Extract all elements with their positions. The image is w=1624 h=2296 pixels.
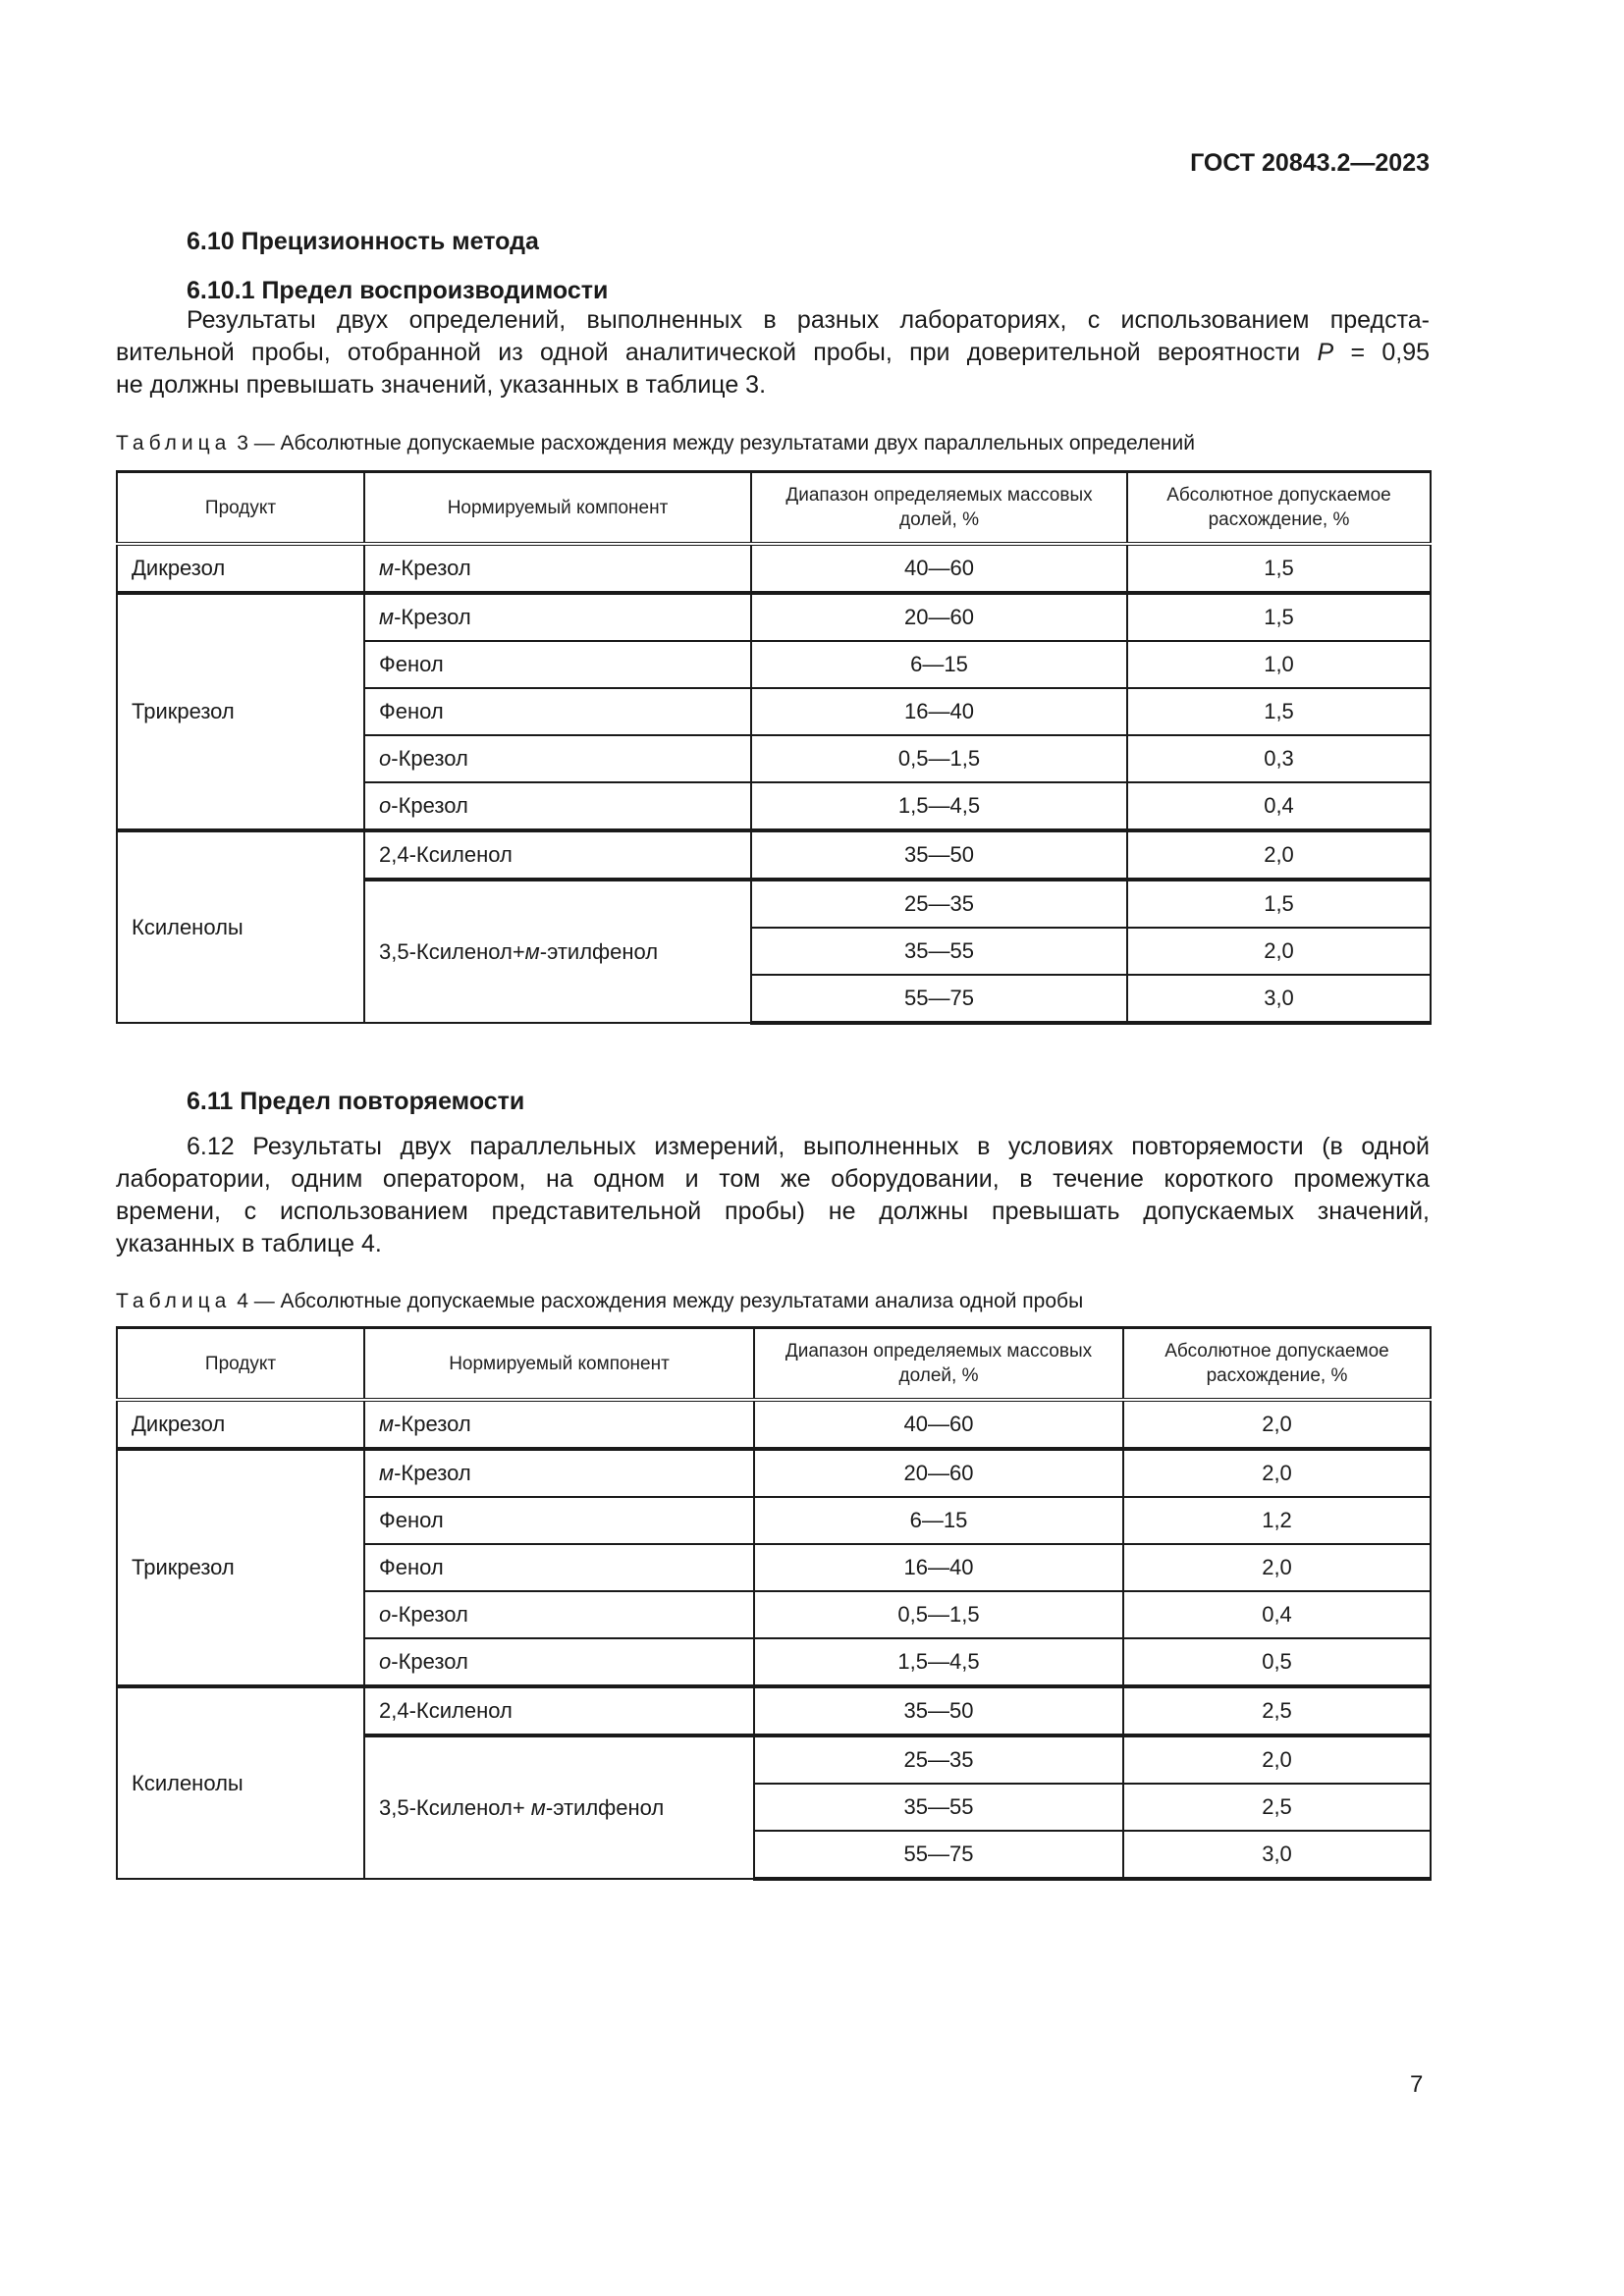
- cell-component: [364, 593, 751, 641]
- cell-range: 25—35: [751, 880, 1127, 928]
- cell-product: Ксиленолы: [117, 1686, 364, 1879]
- caption-text: 3 — Абсолютные допускаемые расхождения между результатами двух параллельных определений: [237, 432, 1195, 454]
- component-name: -Крезол: [391, 1602, 468, 1627]
- isomer-prefix: о: [379, 746, 392, 771]
- probability-value: = 0,95: [1333, 339, 1430, 366]
- cell-tolerance: 2,0: [1127, 830, 1431, 880]
- cell-range: 55—75: [751, 975, 1127, 1023]
- component-name: -Крезол: [394, 1461, 471, 1485]
- cell-tolerance: 1,5: [1127, 544, 1431, 593]
- cell-tolerance: 1,0: [1127, 641, 1431, 688]
- cell-product: Дикрезол: [117, 544, 364, 593]
- table-row: [117, 1400, 1431, 1449]
- cell-range: 35—55: [754, 1784, 1123, 1831]
- table-header-row: [117, 1328, 1431, 1401]
- component-name: -Крезол: [391, 793, 468, 818]
- caption-text: 4 — Абсолютные допускаемые расхождения между результатами анализа одной пробы: [237, 1290, 1084, 1312]
- column-header-component: Нормируемый компонент: [364, 472, 751, 545]
- paragraph-line: Результаты двух определений, выполненных в разных лабораториях, с использованием предста-: [187, 306, 1430, 334]
- cell-range: 35—50: [751, 830, 1127, 880]
- cell-component: Фенол: [364, 1497, 754, 1544]
- paragraph-line: не должны превышать значений, указанных в таблице 3.: [116, 371, 767, 399]
- cell-component: [364, 544, 751, 593]
- component-name: -Крезол: [394, 605, 471, 629]
- cell-range: 16—40: [751, 688, 1127, 735]
- section-heading-6-10-1: 6.10.1 Предел воспроизводимости: [187, 277, 609, 304]
- cell-tolerance: 2,0: [1123, 1400, 1431, 1449]
- cell-product: Трикрезол: [117, 593, 364, 830]
- cell-range: 25—35: [754, 1735, 1123, 1784]
- cell-tolerance: 2,5: [1123, 1784, 1431, 1831]
- table-4-caption: [116, 1290, 1083, 1313]
- paragraph-line: указанных в таблице 4.: [116, 1230, 382, 1257]
- cell-range: 16—40: [754, 1544, 1123, 1591]
- cell-range: 20—60: [751, 593, 1127, 641]
- cell-range: 40—60: [754, 1400, 1123, 1449]
- cell-tolerance: 3,0: [1123, 1831, 1431, 1879]
- column-header-tolerance: Абсолютное допускаемое расхождение, %: [1127, 472, 1431, 545]
- caption-prefix: Таблица: [116, 432, 232, 454]
- paragraph-reproducibility: [116, 304, 1430, 401]
- cell-range: 20—60: [754, 1449, 1123, 1497]
- paragraph-line: [116, 337, 1430, 369]
- cell-component: [364, 880, 751, 1023]
- paragraph-text: вительной пробы, отобранной из одной аналитической пробы, при доверительной вероятности: [116, 339, 1318, 366]
- table-4: [116, 1326, 1432, 1881]
- component-name: -Крезол: [391, 1649, 468, 1674]
- component-suffix: -этилфенол: [539, 938, 659, 964]
- column-header-range: Диапазон определяемых массовых долей, %: [751, 472, 1127, 545]
- cell-component: [364, 735, 751, 782]
- cell-tolerance: 2,0: [1123, 1735, 1431, 1784]
- table-row: [117, 593, 1431, 641]
- cell-range: 55—75: [754, 1831, 1123, 1879]
- isomer-prefix: м: [379, 605, 395, 629]
- component-suffix: -этилфенол: [545, 1794, 665, 1820]
- table-header-row: [117, 472, 1431, 545]
- section-heading-6-10: 6.10 Прецизионность метода: [187, 228, 539, 255]
- isomer-prefix: м: [530, 1794, 546, 1820]
- paragraph-repeatability: [116, 1131, 1430, 1260]
- table-3: [116, 470, 1432, 1025]
- cell-range: 35—55: [751, 928, 1127, 975]
- page-number: 7: [1410, 2071, 1424, 2098]
- isomer-prefix: о: [379, 1649, 392, 1674]
- cell-tolerance: 0,3: [1127, 735, 1431, 782]
- document-code: ГОСТ 20843.2—2023: [1190, 149, 1430, 177]
- table-row: [117, 1686, 1431, 1735]
- isomer-prefix: м: [379, 1461, 395, 1485]
- paragraph-line: лаборатории, одним оператором, на одном и том же оборудовании, в течение короткого промежутка: [116, 1165, 1430, 1193]
- probability-symbol: P: [1317, 339, 1334, 366]
- paragraph-line: 6.12 Результаты двух параллельных измерений, выполненных в условиях повторяемости (в одной: [187, 1133, 1430, 1160]
- cell-tolerance: 0,4: [1127, 782, 1431, 830]
- cell-range: 35—50: [754, 1686, 1123, 1735]
- cell-component: Фенол: [364, 1544, 754, 1591]
- isomer-prefix: о: [379, 793, 392, 818]
- cell-component: Фенол: [364, 688, 751, 735]
- caption-prefix: Таблица: [116, 1290, 232, 1312]
- cell-component: [364, 1638, 754, 1686]
- cell-tolerance: 2,0: [1127, 928, 1431, 975]
- isomer-prefix: о: [379, 1602, 392, 1627]
- cell-component: Фенол: [364, 641, 751, 688]
- cell-component: [364, 1400, 754, 1449]
- cell-tolerance: 1,5: [1127, 688, 1431, 735]
- cell-tolerance: 0,5: [1123, 1638, 1431, 1686]
- cell-component: 2,4-Ксиленол: [364, 830, 751, 880]
- cell-range: 6—15: [751, 641, 1127, 688]
- cell-component: [364, 1591, 754, 1638]
- cell-component: [364, 782, 751, 830]
- isomer-prefix: м: [524, 938, 540, 964]
- column-header-product: Продукт: [117, 472, 364, 545]
- isomer-prefix: м: [379, 556, 395, 580]
- section-heading-6-11: 6.11 Предел повторяемости: [187, 1088, 525, 1115]
- column-header-component: Нормируемый компонент: [364, 1328, 754, 1401]
- component-name: 3,5-Ксиленол+: [379, 1794, 531, 1820]
- cell-component: [364, 1735, 754, 1879]
- cell-range: 1,5—4,5: [754, 1638, 1123, 1686]
- column-header-tolerance: Абсолютное допускаемое расхождение, %: [1123, 1328, 1431, 1401]
- cell-product: Дикрезол: [117, 1400, 364, 1449]
- table-row: [117, 830, 1431, 880]
- column-header-range: Диапазон определяемых массовых долей, %: [754, 1328, 1123, 1401]
- cell-tolerance: 2,0: [1123, 1544, 1431, 1591]
- cell-range: 0,5—1,5: [751, 735, 1127, 782]
- cell-tolerance: 3,0: [1127, 975, 1431, 1023]
- cell-component: 2,4-Ксиленол: [364, 1686, 754, 1735]
- cell-range: 1,5—4,5: [751, 782, 1127, 830]
- component-name: 3,5-Ксиленол+: [379, 938, 525, 964]
- cell-range: 6—15: [754, 1497, 1123, 1544]
- cell-range: 0,5—1,5: [754, 1591, 1123, 1638]
- cell-tolerance: 2,5: [1123, 1686, 1431, 1735]
- cell-component: [364, 1449, 754, 1497]
- component-name: -Крезол: [391, 746, 468, 771]
- component-name: -Крезол: [394, 556, 471, 580]
- cell-tolerance: 1,5: [1127, 880, 1431, 928]
- cell-tolerance: 2,0: [1123, 1449, 1431, 1497]
- cell-tolerance: 1,2: [1123, 1497, 1431, 1544]
- isomer-prefix: м: [379, 1412, 395, 1436]
- cell-range: 40—60: [751, 544, 1127, 593]
- column-header-product: Продукт: [117, 1328, 364, 1401]
- component-name: -Крезол: [394, 1412, 471, 1436]
- cell-tolerance: 1,5: [1127, 593, 1431, 641]
- cell-tolerance: 0,4: [1123, 1591, 1431, 1638]
- table-row: [117, 544, 1431, 593]
- table-row: [117, 1449, 1431, 1497]
- cell-product: Ксиленолы: [117, 830, 364, 1023]
- paragraph-line: времени, с использованием представительной пробы) не должны превышать допускаемых значений,: [116, 1198, 1430, 1225]
- cell-product: Трикрезол: [117, 1449, 364, 1686]
- table-3-caption: [116, 432, 1195, 455]
